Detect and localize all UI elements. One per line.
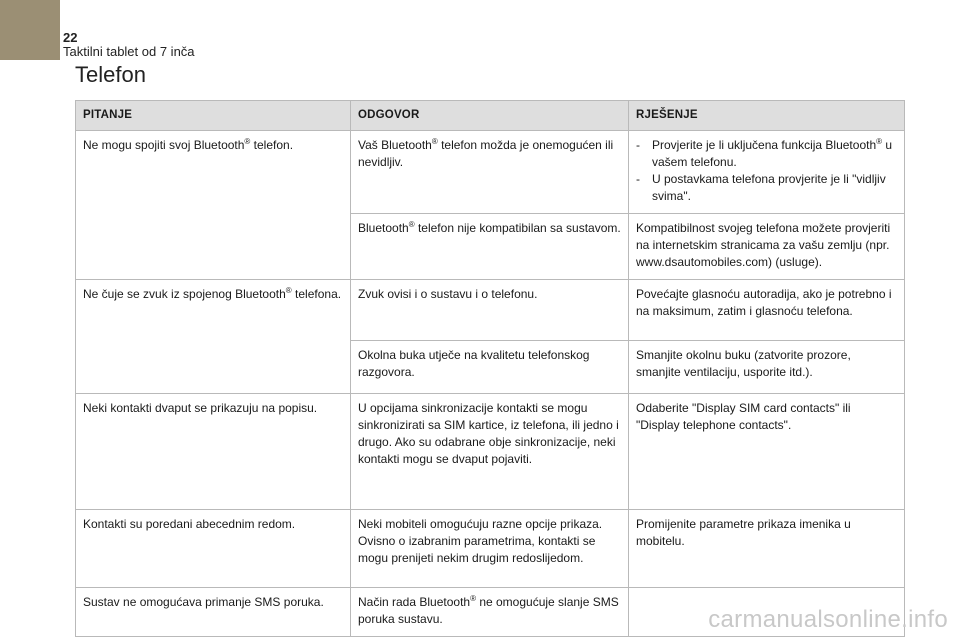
question-cell: Neki kontakti dvaput se prikazuju na popisu. [76,394,351,510]
table-header-row [76,101,905,131]
table-row [76,510,905,588]
question-cell: Ne čuje se zvuk iz spojenog Bluetooth® telefona. [76,280,351,394]
solution-cell: Povećajte glasnoću autoradija, ako je potrebno i na maksimum, zatim i glasnoću telefona. [629,280,905,341]
answer-cell: Neki mobiteli omogućuju razne opcije prikaza. Ovisno o izabranim parametrima, kontakti se mogu prenijeti nekim drugim redoslijedom. [351,510,629,588]
answer-cell: Okolna buka utječe na kvalitetu telefonskog razgovora. [351,341,629,394]
page-number: 22 [63,30,78,45]
faq-table [75,100,905,637]
question-cell: Kontakti su poredani abecednim redom. [76,510,351,588]
list-item: - Provjerite je li uključena funkcija Bluetooth® u vašem telefonu. [636,137,893,169]
list-item-text: Provjerite je li uključena funkcija Bluetooth® u vašem telefonu. [652,137,893,169]
table-row [76,280,905,341]
question-cell: Ne mogu spojiti svoj Bluetooth® telefon. [76,131,351,280]
list-item-text: U postavkama telefona provjerite je li "vidljiv svima". [652,172,886,203]
list-item: - U postavkama telefona provjerite je li "vidljiv svima". [636,172,886,203]
solution-cell: Promijenite parametre prikaza imenika u mobitelu. [629,510,905,588]
table-row [76,394,905,510]
chapter-title: Taktilni tablet od 7 inča [63,44,195,59]
table-row [76,131,905,214]
header-solution: RJEŠENJE [629,101,905,131]
answer-cell: Zvuk ovisi i o sustavu i o telefonu. [351,280,629,341]
solution-cell [629,131,905,214]
answer-cell: Bluetooth® telefon nije kompatibilan sa sustavom. [351,214,629,280]
solution-cell: Kompatibilnost svojeg telefona možete provjeriti na internetskim stranicama za vašu zemlju (npr. www.dsautomobiles.com) (usluge). [629,214,905,280]
page-corner-tab [0,0,60,60]
question-cell: Sustav ne omogućava primanje SMS poruka. [76,588,351,637]
solution-cell: Smanjite okolnu buku (zatvorite prozore, smanjite ventilaciju, usporite itd.). [629,341,905,394]
solution-list [636,137,897,205]
watermark: carmanualsonline.info [708,606,948,633]
answer-cell: Način rada Bluetooth® ne omogućuje slanje SMS poruka sustavu. [351,588,629,637]
header-question: PITANJE [76,101,351,131]
solution-cell: Odaberite "Display SIM card contacts" ili "Display telephone contacts". [629,394,905,510]
header-answer: ODGOVOR [351,101,629,131]
answer-cell: U opcijama sinkronizacije kontakti se mogu sinkronizirati sa SIM kartice, iz telefona, ili jedno i drugo. Ako su odabrane obje sinkronizacije, neki kontakti mogu se dvaput pojaviti. [351,394,629,510]
page-title: Telefon [75,62,146,87]
answer-cell: Vaš Bluetooth® telefon možda je onemogućen ili nevidljiv. [351,131,629,214]
